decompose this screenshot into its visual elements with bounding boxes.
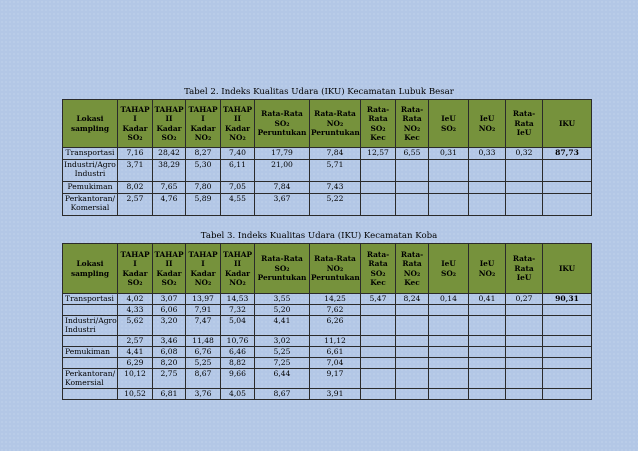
table2-header-text: NO₂ — [478, 123, 496, 133]
empty-cell — [396, 182, 429, 194]
empty-cell — [543, 160, 592, 182]
table2-header-text: Rata- — [366, 104, 390, 114]
table2-header-text: SO₂ — [370, 123, 386, 133]
table-row — [63, 316, 592, 336]
table2-header-text: SO₂ — [161, 132, 177, 142]
table3-caption: Tabel 3. Indeks Kualitas Udara (IKU) Kecamatan Koba — [200, 231, 438, 241]
table2-header-text: IKU — [558, 118, 576, 128]
value-cell: 8,67 — [255, 389, 310, 400]
empty-cell — [543, 316, 592, 336]
value-cell: 3,20 — [153, 316, 186, 336]
empty-cell — [429, 194, 469, 216]
empty-cell — [361, 358, 396, 369]
table2-header-text: IeU — [441, 114, 456, 124]
table3-header-text: TAHAP — [120, 249, 150, 259]
value-cell: 3,91 — [310, 389, 361, 400]
table2-header-text: TAHAP — [120, 104, 150, 114]
value-cell: 5,30 — [186, 160, 221, 182]
empty-cell — [469, 369, 506, 389]
table3-header-text: Rata-Rata — [261, 254, 303, 264]
value-cell: 7,65 — [153, 182, 186, 194]
empty-cell — [429, 160, 469, 182]
table2-header-text: SO₂ — [440, 123, 456, 133]
table2-header-cell — [361, 100, 396, 148]
empty-cell — [506, 194, 543, 216]
summary-cell: 0,27 — [506, 294, 543, 305]
empty-cell — [361, 389, 396, 400]
table3-header-text: Rata- — [512, 254, 536, 264]
table-row — [63, 347, 592, 358]
table2-header-cell — [429, 100, 469, 148]
value-cell: 5,04 — [221, 316, 255, 336]
empty-cell — [506, 316, 543, 336]
table2-header-text: Rata- — [512, 109, 536, 119]
empty-cell — [506, 305, 543, 316]
empty-cell — [396, 347, 429, 358]
table2-header-text: Rata-Rata — [261, 109, 303, 119]
empty-cell — [506, 182, 543, 194]
table2-header-text: Kadar — [224, 123, 251, 133]
table3-header-text: Kadar — [156, 268, 182, 278]
table3-header-cell — [255, 244, 310, 294]
empty-cell — [469, 182, 506, 194]
value-cell: 38,29 — [153, 160, 186, 182]
empty-cell — [396, 305, 429, 316]
table-row — [63, 305, 592, 316]
location-cell: Industri/Agro Industri — [63, 316, 118, 336]
empty-cell — [396, 160, 429, 182]
table2-header-cell — [543, 100, 592, 148]
table3-header-text: Kadar — [224, 268, 251, 278]
table2-header-text: Rata — [514, 118, 534, 128]
table2-header-text: I — [201, 114, 205, 124]
summary-cell: 5,47 — [361, 294, 396, 305]
empty-cell — [543, 358, 592, 369]
table3-header-cell — [396, 244, 429, 294]
table2-header-text: Peruntukan — [257, 128, 307, 138]
empty-cell — [543, 347, 592, 358]
value-cell: 7,05 — [221, 182, 255, 194]
value-cell: 14,25 — [310, 294, 361, 305]
empty-cell — [429, 316, 469, 336]
empty-cell — [469, 336, 506, 347]
value-cell: 6,61 — [310, 347, 361, 358]
table2-header-text: NO₂ — [229, 132, 246, 142]
empty-cell — [396, 358, 429, 369]
table3-header-text: Peruntukan — [257, 273, 307, 283]
value-cell: 6,81 — [153, 389, 186, 400]
empty-cell — [543, 336, 592, 347]
value-cell: 4,76 — [153, 194, 186, 216]
table2-header-row — [63, 100, 592, 148]
empty-cell — [469, 316, 506, 336]
value-cell: 3,67 — [255, 194, 310, 216]
table3-header-cell — [186, 244, 221, 294]
table3-header-cell — [429, 244, 469, 294]
location-cell — [63, 389, 118, 400]
table3-header-text: SO₂ — [161, 277, 177, 287]
table2-header-cell — [118, 100, 153, 148]
value-cell: 5,89 — [186, 194, 221, 216]
table3-header-text: Kadar — [122, 268, 148, 278]
empty-cell — [469, 194, 506, 216]
empty-cell — [361, 182, 396, 194]
table2-header-text: II — [234, 114, 241, 124]
table3-header-text: NO₂ — [229, 277, 246, 287]
table3-header-cell — [361, 244, 396, 294]
value-cell: 10,12 — [118, 369, 153, 389]
table3-header-cell — [118, 244, 153, 294]
value-cell: 7,04 — [310, 358, 361, 369]
table2-header-text: IeU — [479, 114, 495, 124]
empty-cell — [396, 316, 429, 336]
table2-header-text: Kec — [370, 132, 386, 142]
value-cell: 9,17 — [310, 369, 361, 389]
empty-cell — [361, 316, 396, 336]
table2-caption: Tabel 2. Indeks Kualitas Udara (IKU) Kecamatan Lubuk Besar — [184, 87, 454, 97]
table3-header-text: TAHAP — [222, 249, 253, 259]
value-cell: 11,12 — [310, 336, 361, 347]
table2-header-text: TAHAP — [222, 104, 253, 114]
table3-header-text: NO₂ — [403, 268, 421, 278]
table2-header-cell — [255, 100, 310, 148]
table3-header-text: IKU — [558, 263, 576, 273]
empty-cell — [543, 389, 592, 400]
value-cell: 2,57 — [118, 194, 153, 216]
table3-header-text: IeU — [441, 259, 456, 269]
location-cell: Transportasi — [63, 294, 118, 305]
location-cell — [63, 358, 118, 369]
summary-cell: 0,32 — [506, 148, 543, 160]
value-cell: 17,79 — [255, 148, 310, 160]
table2-header-text: Kadar — [190, 123, 216, 133]
empty-cell — [429, 358, 469, 369]
value-cell: 4,41 — [118, 347, 153, 358]
table3-header-text: TAHAP — [188, 249, 218, 259]
value-cell: 6,46 — [221, 347, 255, 358]
value-cell: 8,20 — [153, 358, 186, 369]
table2-header-text: NO₂ — [326, 118, 344, 128]
empty-cell — [543, 182, 592, 194]
empty-cell — [469, 305, 506, 316]
table3-header-text: Rata — [368, 259, 388, 269]
summary-cell: 0,41 — [469, 294, 506, 305]
table3-header-text: IeU — [479, 259, 495, 269]
table2-header-cell — [63, 100, 118, 148]
location-cell: Pemukiman — [63, 182, 118, 194]
value-cell: 7,32 — [221, 305, 255, 316]
table-row — [63, 294, 592, 305]
table-row — [63, 358, 592, 369]
empty-cell — [429, 305, 469, 316]
value-cell: 6,11 — [221, 160, 255, 182]
table3-header-text: Lokasi — [76, 259, 104, 269]
value-cell: 10,76 — [221, 336, 255, 347]
table3-header-text: SO₂ — [127, 277, 143, 287]
empty-cell — [361, 336, 396, 347]
empty-cell — [396, 389, 429, 400]
summary-cell: 0,31 — [429, 148, 469, 160]
table2-header-text: Lokasi — [76, 114, 104, 124]
summary-cell: 6,55 — [396, 148, 429, 160]
value-cell: 7,80 — [186, 182, 221, 194]
table3-header-text: Rata-Rata — [314, 254, 356, 264]
empty-cell — [469, 358, 506, 369]
value-cell: 9,66 — [221, 369, 255, 389]
table2-header-text: TAHAP — [154, 104, 184, 114]
table2-header-text: IeU — [516, 128, 532, 138]
table3-header-cell — [63, 244, 118, 294]
table-row — [63, 160, 592, 182]
value-cell: 5,20 — [255, 305, 310, 316]
value-cell: 2,57 — [118, 336, 153, 347]
table3-header-text: SO₂ — [274, 263, 290, 273]
table3-header-text: II — [165, 259, 173, 269]
table3-header-row — [63, 244, 592, 294]
summary-cell: 0,14 — [429, 294, 469, 305]
value-cell: 6,06 — [153, 305, 186, 316]
value-cell: 6,44 — [255, 369, 310, 389]
table2-header-text: Kec — [404, 132, 420, 142]
empty-cell — [429, 336, 469, 347]
iku-cell: 87,73 — [543, 148, 592, 160]
summary-cell: 8,24 — [396, 294, 429, 305]
empty-cell — [543, 369, 592, 389]
value-cell: 8,82 — [221, 358, 255, 369]
empty-cell — [543, 305, 592, 316]
value-cell: 5,25 — [186, 358, 221, 369]
value-cell: 3,76 — [186, 389, 221, 400]
table2-header-text: SO₂ — [127, 132, 143, 142]
table-row — [63, 369, 592, 389]
table3-header-text: TAHAP — [154, 249, 184, 259]
table-row — [63, 336, 592, 347]
location-cell: Industri/Agro Industri — [63, 160, 118, 182]
value-cell: 8,67 — [186, 369, 221, 389]
value-cell: 8,02 — [118, 182, 153, 194]
empty-cell — [506, 369, 543, 389]
value-cell: 3,46 — [153, 336, 186, 347]
value-cell: 4,33 — [118, 305, 153, 316]
value-cell: 5,62 — [118, 316, 153, 336]
table3-header-text: sampling — [70, 268, 110, 278]
table3-header-cell — [543, 244, 592, 294]
table2-header-cell — [310, 100, 361, 148]
value-cell: 5,25 — [255, 347, 310, 358]
empty-cell — [506, 358, 543, 369]
value-cell: 28,42 — [153, 148, 186, 160]
empty-cell — [361, 160, 396, 182]
value-cell: 4,55 — [221, 194, 255, 216]
table2-header-text: Peruntukan — [311, 128, 360, 138]
value-cell: 5,71 — [310, 160, 361, 182]
table2-header-cell — [186, 100, 221, 148]
table3-header-cell — [221, 244, 255, 294]
empty-cell — [506, 347, 543, 358]
table-row — [63, 389, 592, 400]
table2-header-text: NO₂ — [194, 132, 212, 142]
table3-header-cell — [469, 244, 506, 294]
table3-header-cell — [310, 244, 361, 294]
table2-header-text: Kadar — [122, 123, 148, 133]
empty-cell — [469, 160, 506, 182]
value-cell: 6,29 — [118, 358, 153, 369]
empty-cell — [506, 389, 543, 400]
table2-header-text: Rata — [402, 114, 422, 124]
table3-header-cell — [506, 244, 543, 294]
empty-cell — [396, 369, 429, 389]
table3-koba — [62, 243, 592, 400]
empty-cell — [361, 347, 396, 358]
value-cell: 3,07 — [153, 294, 186, 305]
table2-header-text: SO₂ — [274, 118, 290, 128]
empty-cell — [469, 389, 506, 400]
table3-header-text: NO₂ — [326, 263, 344, 273]
table3-header-text: NO₂ — [194, 277, 212, 287]
value-cell: 6,26 — [310, 316, 361, 336]
table3-header-text: Kec — [404, 277, 420, 287]
value-cell: 7,16 — [118, 148, 153, 160]
table2-header-cell — [506, 100, 543, 148]
table2-header-text: NO₂ — [403, 123, 421, 133]
iku-cell: 90,31 — [543, 294, 592, 305]
summary-cell: 12,57 — [361, 148, 396, 160]
table2-header-text: Kadar — [156, 123, 182, 133]
table-row — [63, 182, 592, 194]
value-cell: 21,00 — [255, 160, 310, 182]
location-cell: Transportasi — [63, 148, 118, 160]
value-cell: 11,48 — [186, 336, 221, 347]
empty-cell — [506, 160, 543, 182]
table2-header-text: sampling — [70, 123, 110, 133]
table2-header-text: I — [133, 114, 137, 124]
value-cell: 13,97 — [186, 294, 221, 305]
value-cell: 2,75 — [153, 369, 186, 389]
table3-header-text: Rata — [514, 263, 534, 273]
table2-header-cell — [396, 100, 429, 148]
table3-header-text: Rata — [402, 259, 422, 269]
table2-header-text: TAHAP — [188, 104, 218, 114]
value-cell: 7,84 — [255, 182, 310, 194]
table3-header-text: SO₂ — [440, 268, 456, 278]
empty-cell — [429, 182, 469, 194]
value-cell: 5,22 — [310, 194, 361, 216]
value-cell: 7,43 — [310, 182, 361, 194]
table3-header-text: Rata- — [400, 249, 424, 259]
table3-header-text: Peruntukan — [311, 273, 360, 283]
table3-header-text: Kadar — [190, 268, 216, 278]
empty-cell — [361, 369, 396, 389]
table3-header-text: SO₂ — [370, 268, 386, 278]
empty-cell — [429, 369, 469, 389]
empty-cell — [396, 336, 429, 347]
value-cell: 7,25 — [255, 358, 310, 369]
table-row — [63, 148, 592, 160]
value-cell: 4,41 — [255, 316, 310, 336]
table2-header-text: Rata — [368, 114, 388, 124]
value-cell: 7,40 — [221, 148, 255, 160]
value-cell: 10,52 — [118, 389, 153, 400]
empty-cell — [396, 194, 429, 216]
empty-cell — [469, 347, 506, 358]
location-cell — [63, 336, 118, 347]
value-cell: 6,76 — [186, 347, 221, 358]
value-cell: 3,02 — [255, 336, 310, 347]
table2-header-text: II — [165, 114, 173, 124]
table3-header-text: I — [133, 259, 137, 269]
table3-header-text: Kec — [370, 277, 386, 287]
value-cell: 8,27 — [186, 148, 221, 160]
value-cell: 7,91 — [186, 305, 221, 316]
table-row — [63, 194, 592, 216]
table3-header-text: II — [234, 259, 241, 269]
location-cell — [63, 305, 118, 316]
empty-cell — [429, 389, 469, 400]
empty-cell — [429, 347, 469, 358]
value-cell: 4,02 — [118, 294, 153, 305]
table3-header-text: Rata- — [366, 249, 390, 259]
table2-lubuk-besar — [62, 99, 592, 216]
value-cell: 3,71 — [118, 160, 153, 182]
table3-header-cell — [153, 244, 186, 294]
value-cell: 7,47 — [186, 316, 221, 336]
summary-cell: 0,33 — [469, 148, 506, 160]
empty-cell — [543, 194, 592, 216]
value-cell: 14,53 — [221, 294, 255, 305]
table2-header-text: Rata- — [400, 104, 424, 114]
table2-header-cell — [221, 100, 255, 148]
empty-cell — [506, 336, 543, 347]
empty-cell — [361, 194, 396, 216]
value-cell: 7,62 — [310, 305, 361, 316]
table2-header-text: Rata-Rata — [314, 109, 356, 119]
value-cell: 7,84 — [310, 148, 361, 160]
table2-header-cell — [469, 100, 506, 148]
location-cell: Perkantoran/ Komersial — [63, 194, 118, 216]
table3-header-text: NO₂ — [478, 268, 496, 278]
location-cell: Perkantoran/ Komersial — [63, 369, 118, 389]
value-cell: 6,08 — [153, 347, 186, 358]
table2-header-cell — [153, 100, 186, 148]
table3-header-text: I — [201, 259, 205, 269]
empty-cell — [361, 305, 396, 316]
location-cell: Pemukiman — [63, 347, 118, 358]
value-cell: 3,55 — [255, 294, 310, 305]
value-cell: 4,05 — [221, 389, 255, 400]
table3-header-text: IeU — [516, 273, 532, 283]
